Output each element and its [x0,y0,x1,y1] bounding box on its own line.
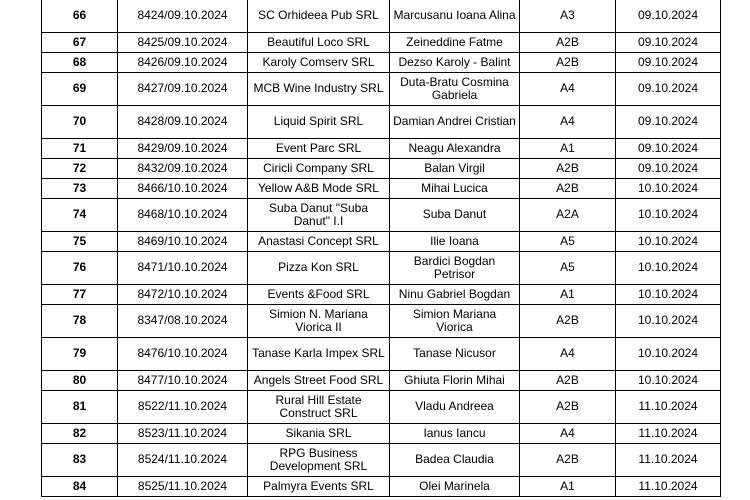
company-name: Ciricli Company SRL [248,159,390,179]
representative-name: Badea Claudia [390,444,520,477]
issue-date: 09.10.2024 [616,0,721,33]
issue-date: 10.10.2024 [616,199,721,232]
representative-name: Damian Andrei Cristian [390,106,520,139]
class-code: A3 [520,0,616,33]
issue-date: 09.10.2024 [616,53,721,73]
table-row [42,0,721,33]
registration-number: 8477/10.10.2024 [118,371,248,391]
company-name: Simion N. Mariana Viorica II [248,305,390,338]
issue-date: 10.10.2024 [616,179,721,199]
class-code: A2B [520,33,616,53]
row-number: 81 [42,391,118,424]
row-number: 74 [42,199,118,232]
issue-date: 10.10.2024 [616,285,721,305]
row-number: 68 [42,53,118,73]
row-number: 75 [42,232,118,252]
company-name: Beautiful Loco SRL [248,33,390,53]
representative-name: Olei Marinela [390,477,520,497]
table-row [42,73,721,106]
issue-date: 11.10.2024 [616,391,721,424]
issue-date: 11.10.2024 [616,477,721,497]
class-code: A2B [520,391,616,424]
class-code: A1 [520,477,616,497]
registration-number: 8469/10.10.2024 [118,232,248,252]
company-name: Angels Street Food SRL [248,371,390,391]
class-code: A2B [520,371,616,391]
class-code: A2B [520,444,616,477]
issue-date: 10.10.2024 [616,252,721,285]
table-row [42,252,721,285]
representative-name: Ianus Iancu [390,424,520,444]
issue-date: 10.10.2024 [616,232,721,252]
registration-number: 8429/09.10.2024 [118,139,248,159]
company-name: Tanase Karla Impex SRL [248,338,390,371]
company-name: Yellow A&B Mode SRL [248,179,390,199]
class-code: A2B [520,179,616,199]
representative-name: Vladu Andreea [390,391,520,424]
class-code: A1 [520,285,616,305]
row-number: 71 [42,139,118,159]
issue-date: 11.10.2024 [616,444,721,477]
row-number: 82 [42,424,118,444]
row-number: 83 [42,444,118,477]
issue-date: 09.10.2024 [616,159,721,179]
row-number: 77 [42,285,118,305]
class-code: A5 [520,232,616,252]
company-name: RPG Business Development SRL [248,444,390,477]
company-name: Events &Food SRL [248,285,390,305]
registration-number: 8466/10.10.2024 [118,179,248,199]
company-name: Karoly Comserv SRL [248,53,390,73]
row-number: 72 [42,159,118,179]
class-code: A5 [520,252,616,285]
registration-number: 8472/10.10.2024 [118,285,248,305]
table-row [42,371,721,391]
representative-name: Ilie Ioana [390,232,520,252]
row-number: 70 [42,106,118,139]
representative-name: Bardici Bogdan Petrisor [390,252,520,285]
registration-number: 8426/09.10.2024 [118,53,248,73]
representative-name: Balan Virgil [390,159,520,179]
class-code: A2B [520,305,616,338]
table-row [42,33,721,53]
company-name: Sikania SRL [248,424,390,444]
company-name: SC Orhideea Pub SRL [248,0,390,33]
table-row [42,232,721,252]
class-code: A2B [520,53,616,73]
issue-date: 09.10.2024 [616,106,721,139]
company-name: MCB Wine Industry SRL [248,73,390,106]
registration-number: 8347/08.10.2024 [118,305,248,338]
issue-date: 09.10.2024 [616,33,721,53]
issue-date: 10.10.2024 [616,371,721,391]
representative-name: Simion Mariana Viorica [390,305,520,338]
issue-date: 11.10.2024 [616,424,721,444]
table-row [42,139,721,159]
table-row [42,444,721,477]
table-row [42,285,721,305]
table-row [42,106,721,139]
registration-number: 8468/10.10.2024 [118,199,248,232]
class-code: A4 [520,73,616,106]
company-name: Liquid Spirit SRL [248,106,390,139]
representative-name: Mihai Lucica [390,179,520,199]
table-row [42,391,721,424]
company-name: Event Parc SRL [248,139,390,159]
registration-number: 8425/09.10.2024 [118,33,248,53]
class-code: A2B [520,159,616,179]
table-row [42,477,721,497]
row-number: 69 [42,73,118,106]
registry-table [41,0,721,497]
class-code: A2A [520,199,616,232]
row-number: 80 [42,371,118,391]
registration-number: 8522/11.10.2024 [118,391,248,424]
class-code: A1 [520,139,616,159]
class-code: A4 [520,338,616,371]
representative-name: Dezso Karoly - Balint [390,53,520,73]
table-row [42,305,721,338]
registration-number: 8424/09.10.2024 [118,0,248,33]
table-row [42,159,721,179]
table-row [42,53,721,73]
table-row [42,199,721,232]
row-number: 73 [42,179,118,199]
representative-name: Zeineddine Fatme [390,33,520,53]
table-row [42,338,721,371]
registration-number: 8432/09.10.2024 [118,159,248,179]
registration-number: 8524/11.10.2024 [118,444,248,477]
representative-name: Ninu Gabriel Bogdan [390,285,520,305]
representative-name: Ghiuta Florin Mihai [390,371,520,391]
row-number: 84 [42,477,118,497]
representative-name: Marcusanu Ioana Alina [390,0,520,33]
registration-number: 8476/10.10.2024 [118,338,248,371]
registration-number: 8427/09.10.2024 [118,73,248,106]
representative-name: Tanase Nicusor [390,338,520,371]
registration-number: 8525/11.10.2024 [118,477,248,497]
representative-name: Neagu Alexandra [390,139,520,159]
issue-date: 10.10.2024 [616,338,721,371]
row-number: 79 [42,338,118,371]
table-row [42,424,721,444]
issue-date: 09.10.2024 [616,139,721,159]
row-number: 78 [42,305,118,338]
company-name: Pizza Kon SRL [248,252,390,285]
registration-number: 8428/09.10.2024 [118,106,248,139]
company-name: Anastasi Concept SRL [248,232,390,252]
row-number: 76 [42,252,118,285]
class-code: A4 [520,424,616,444]
row-number: 67 [42,33,118,53]
table-row [42,179,721,199]
company-name: Suba Danut "Suba Danut" I.I [248,199,390,232]
issue-date: 10.10.2024 [616,305,721,338]
representative-name: Duta-Bratu Cosmina Gabriela [390,73,520,106]
representative-name: Suba Danut [390,199,520,232]
registration-number: 8523/11.10.2024 [118,424,248,444]
row-number: 66 [42,0,118,33]
company-name: Palmyra Events SRL [248,477,390,497]
class-code: A4 [520,106,616,139]
company-name: Rural Hill Estate Construct SRL [248,391,390,424]
issue-date: 09.10.2024 [616,73,721,106]
registration-number: 8471/10.10.2024 [118,252,248,285]
